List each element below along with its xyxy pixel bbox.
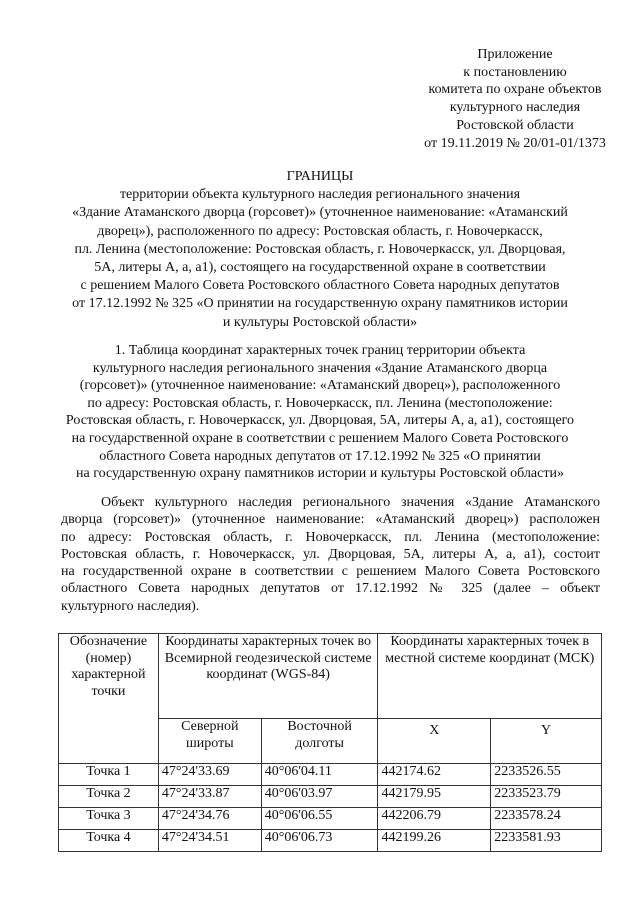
header-designation: Обозначение (номер) характерной точки — [59, 634, 159, 764]
section-line: на государственную охрану памятников истории и культуры Ростовской области» — [76, 466, 564, 482]
section-line: культурного наследия регионального значения «Здание Атаманского дворца — [92, 360, 548, 376]
paragraph-line: культурного наследия). — [61, 598, 200, 614]
paragraph-line: на государственной охране в соответствии с решением Малого Совета Ростовского — [61, 564, 600, 580]
appendix-line: культурного наследия — [449, 100, 581, 116]
appendix-line: Ростовской области — [456, 117, 574, 133]
section-1-title — [30, 342, 610, 483]
table-header-row — [59, 634, 602, 719]
heading-line: территории объекта культурного наследия регионального значения — [119, 187, 521, 203]
subheader-east: Восточной долготы — [261, 719, 378, 764]
paragraph-line: Объект культурного наследия регионального значения «Здание Атаманского — [101, 495, 600, 510]
table-row — [59, 808, 602, 830]
point-longitude: 40°06'04.11 — [261, 764, 378, 786]
heading-title: ГРАНИЦЫ — [286, 169, 354, 184]
heading-line: «Здание Атаманского дворца (горсовет)» (уточненное наименование: «Атаманский — [72, 205, 568, 221]
point-latitude: 47°24'33.87 — [158, 786, 261, 808]
section-line: по адресу: Ростовская область, г. Новочеркасск, пл. Ленина (местоположение: — [87, 395, 553, 411]
point-x: 442199.26 — [378, 830, 491, 852]
appendix-block — [380, 46, 640, 152]
section-line: на государственной охране в соответствии с решением Малого Совета Ростовского — [71, 430, 569, 446]
appendix-line: комитета по охране объектов — [428, 82, 602, 98]
point-x: 442206.79 — [378, 808, 491, 830]
point-longitude: 40°06'06.55 — [261, 808, 378, 830]
appendix-line: от 19.11.2019 № 20/01-01/1373 — [424, 135, 606, 151]
body-paragraph — [61, 494, 600, 615]
point-longitude: 40°06'06.73 — [261, 830, 378, 852]
point-y: 2233523.79 — [491, 786, 602, 808]
header-msk: Координаты характерных точек в местной системе координат (МСК) — [378, 634, 602, 719]
heading-line: 5А, литеры А, а, а1), состоящего на государственной охране в соответствии — [94, 260, 546, 276]
subheader-x: X — [378, 719, 491, 764]
table-row — [59, 786, 602, 808]
point-longitude: 40°06'03.97 — [261, 786, 378, 808]
point-name: Точка 3 — [59, 808, 159, 830]
heading-line: и культуры Ростовской области» — [222, 314, 418, 330]
point-name: Точка 2 — [59, 786, 159, 808]
subheader-north: Северной широты — [158, 719, 261, 764]
point-latitude: 47°24'33.69 — [158, 764, 261, 786]
section-line: 1. Таблица координат характерных точек границ территории объекта — [114, 343, 526, 358]
section-line: областного Совета народных депутатов от 17.12.1992 № 325 «О принятии — [99, 448, 541, 464]
header-wgs84: Координаты характерных точек во Всемирной геодезической системе координат (WGS-84) — [158, 634, 378, 719]
appendix-line: Приложение — [477, 47, 553, 62]
point-x: 442179.95 — [378, 786, 491, 808]
subheader-y: Y — [491, 719, 602, 764]
appendix-line: к постановлению — [463, 64, 567, 80]
point-y: 2233578.24 — [491, 808, 602, 830]
paragraph-line: Ростовская область, г. Новочеркасск, ул. Дворцовая, 5А, литеры А, а, а1), состоит — [61, 546, 600, 562]
heading-line: пл. Ленина (местоположение: Ростовская область, г. Новочеркасск, ул. Дворцовая, — [74, 241, 566, 257]
point-y: 2233581.93 — [491, 830, 602, 852]
point-name: Точка 4 — [59, 830, 159, 852]
paragraph-line: дворца (горсовет)» (уточненное наименование: «Атаманский дворец») расположен — [61, 512, 600, 528]
paragraph-line: по адресу: Ростовская область, г. Новочеркасск, пл. Ленина (местоположение: — [61, 529, 600, 545]
point-name: Точка 1 — [59, 764, 159, 786]
point-y: 2233526.55 — [491, 764, 602, 786]
document-heading — [30, 168, 610, 332]
point-latitude: 47°24'34.51 — [158, 830, 261, 852]
heading-line: дворец»), расположенного по адресу: Ростовская область, г. Новочеркасск, — [97, 223, 543, 239]
paragraph-line: областного Совета народных депутатов от 17.12.1992 № 325 (далее – объект — [61, 581, 600, 597]
point-x: 442174.62 — [378, 764, 491, 786]
table-row — [59, 830, 602, 852]
heading-line: с решением Малого Совета Ростовского областного Совета народных депутатов — [80, 278, 560, 294]
coordinates-table — [58, 633, 602, 852]
section-line: Ростовская область, г. Новочеркасск, ул. Дворцовая, 5А, литеры А, а, а1), состоящего — [65, 413, 575, 429]
heading-line: от 17.12.1992 № 325 «О принятии на государственную охрану памятников истории — [72, 296, 568, 312]
section-line: (горсовет)» (уточненное наименование: «Атаманский дворец»), расположенного — [79, 378, 561, 394]
point-latitude: 47°24'34.76 — [158, 808, 261, 830]
table-row — [59, 764, 602, 786]
